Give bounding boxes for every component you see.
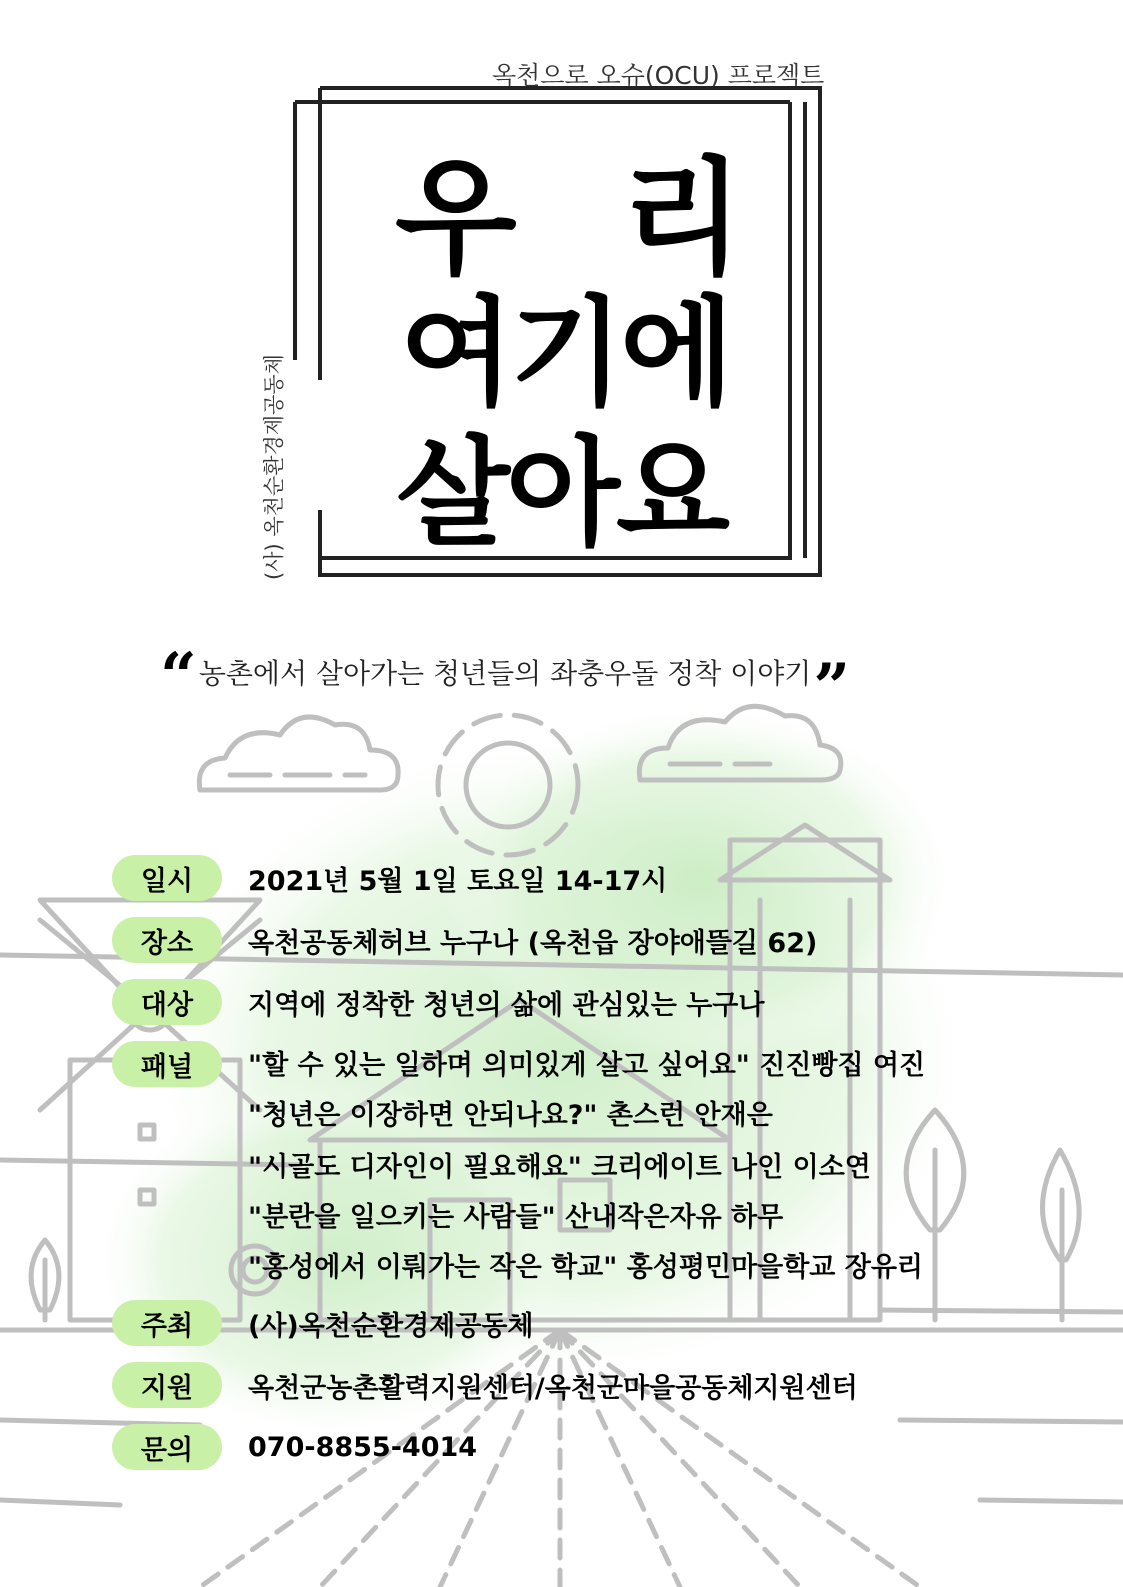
host-value: (사)옥천순환경제공동체 [248, 1310, 534, 1342]
title-line-1: 우리 [395, 145, 849, 292]
organization-vertical-label: (사) 옥천순환경제공동체 [262, 354, 286, 580]
detail-row-target [112, 979, 764, 1025]
tagline-text: 농촌에서 살아가는 청년들의 좌충우돌 정착 이야기 [198, 657, 812, 690]
title-line-2: 여기에 [400, 284, 730, 422]
place-value: 옥천공동체허브 누구나 (옥천읍 장야애뜰길 62) [248, 927, 818, 959]
open-quote-icon: “ [160, 639, 197, 714]
detail-row-panel [112, 1041, 222, 1087]
tagline [160, 639, 960, 725]
panel-line: "청년은 이장하면 안되나요?" 촌스런 안재은 [248, 1100, 773, 1131]
contact-value: 070-8855-4014 [248, 1431, 478, 1463]
date-label: 일시 [112, 855, 222, 901]
panel-label: 패널 [112, 1041, 222, 1087]
target-label: 대상 [112, 979, 222, 1025]
project-name: 옥천으로 오슈(OCU) 프로젝트 [492, 61, 825, 90]
panel-line: "분란을 일으키는 사람들" 산내작은자유 하무 [248, 1202, 784, 1233]
title-line-3: 살아요 [396, 424, 726, 562]
panel-line: "시골도 디자인이 필요해요" 크리에이트 나인 이소연 [248, 1152, 871, 1183]
host-label: 주최 [112, 1300, 222, 1346]
detail-row-contact [112, 1424, 477, 1470]
support-value: 옥천군농촌활력지원센터/옥천군마을공동체지원센터 [248, 1372, 858, 1404]
support-label: 지원 [112, 1362, 222, 1408]
panel-line: "할 수 있는 일하며 의미있게 살고 싶어요" 진진빵집 여진 [248, 1050, 926, 1081]
panel-line: "홍성에서 이뤄가는 작은 학교" 홍성평민마을학교 장유리 [248, 1252, 924, 1283]
date-value: 2021년 5월 1일 토요일 14-17시 [248, 865, 668, 897]
detail-row-place [112, 917, 817, 963]
close-quote-icon: ” [813, 650, 851, 725]
detail-row-date [112, 855, 667, 901]
contact-label: 문의 [112, 1424, 222, 1470]
detail-row-support [112, 1362, 858, 1408]
detail-row-host [112, 1300, 534, 1346]
place-label: 장소 [112, 917, 222, 963]
target-value: 지역에 정착한 청년의 삶에 관심있는 누구나 [248, 989, 765, 1021]
